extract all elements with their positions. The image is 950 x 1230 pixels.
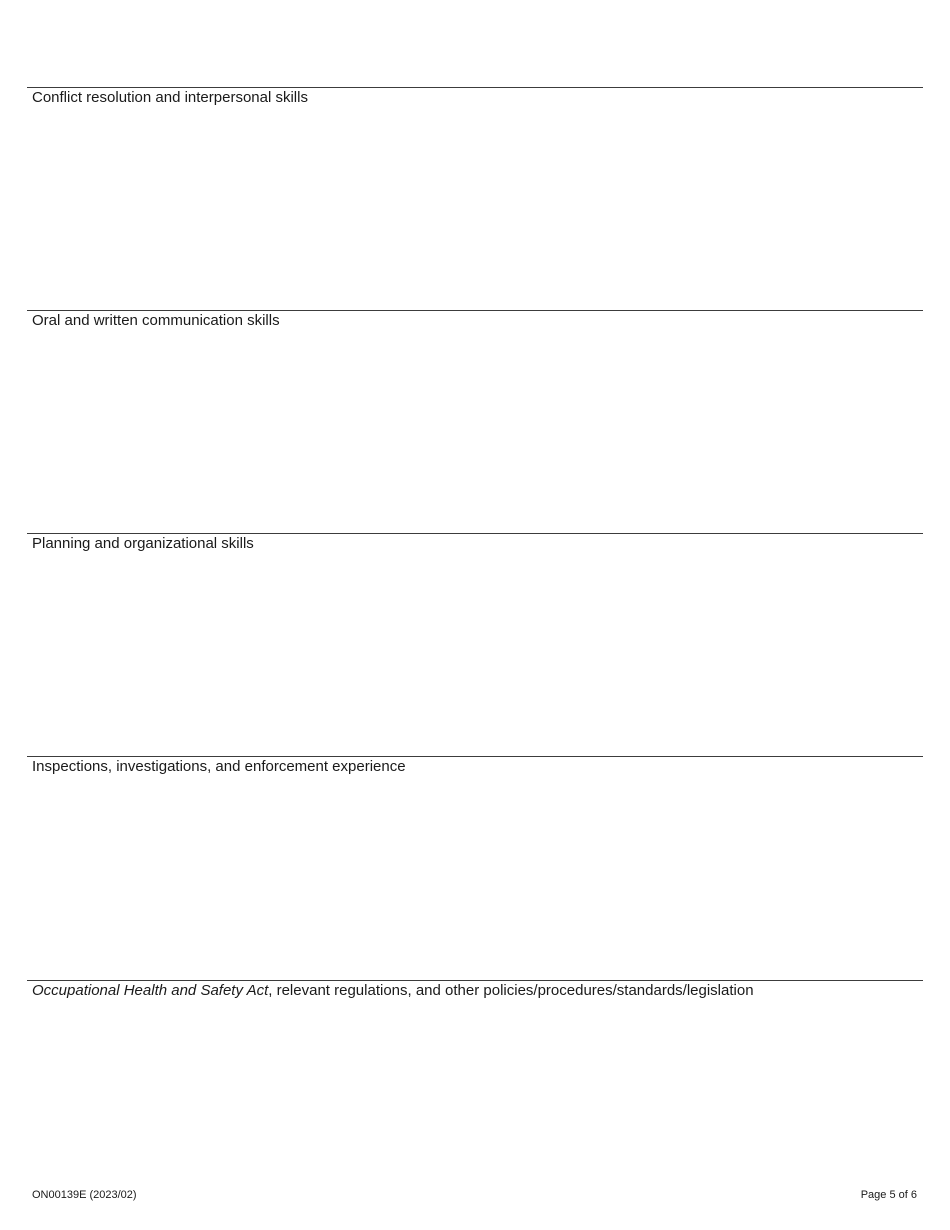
section-label: Inspections, investigations, and enforcement experience (32, 758, 406, 775)
section-planning (27, 533, 923, 756)
section-inspections (27, 756, 923, 979)
communication-response-field[interactable] (27, 335, 923, 533)
section-label: Oral and written communication skills (32, 312, 280, 329)
section-conflict-resolution (27, 87, 923, 310)
conflict-resolution-response-field[interactable] (27, 112, 923, 310)
planning-response-field[interactable] (27, 558, 923, 756)
section-ohsa (27, 980, 923, 1170)
section-communication (27, 310, 923, 533)
section-label: Planning and organizational skills (32, 535, 254, 552)
page-number: Page 5 of 6 (860, 1189, 917, 1201)
ohsa-response-field[interactable] (27, 1005, 923, 1170)
act-title: Occupational Health and Safety Act (32, 982, 269, 999)
form-number: ON00139E (2023/02) (32, 1189, 137, 1201)
section-label (32, 982, 754, 1000)
section-label: Conflict resolution and interpersonal skills (32, 89, 308, 106)
section-label-rest: , relevant regulations, and other policies/procedures/standards/legislation (268, 982, 754, 999)
inspections-response-field[interactable] (27, 781, 923, 979)
